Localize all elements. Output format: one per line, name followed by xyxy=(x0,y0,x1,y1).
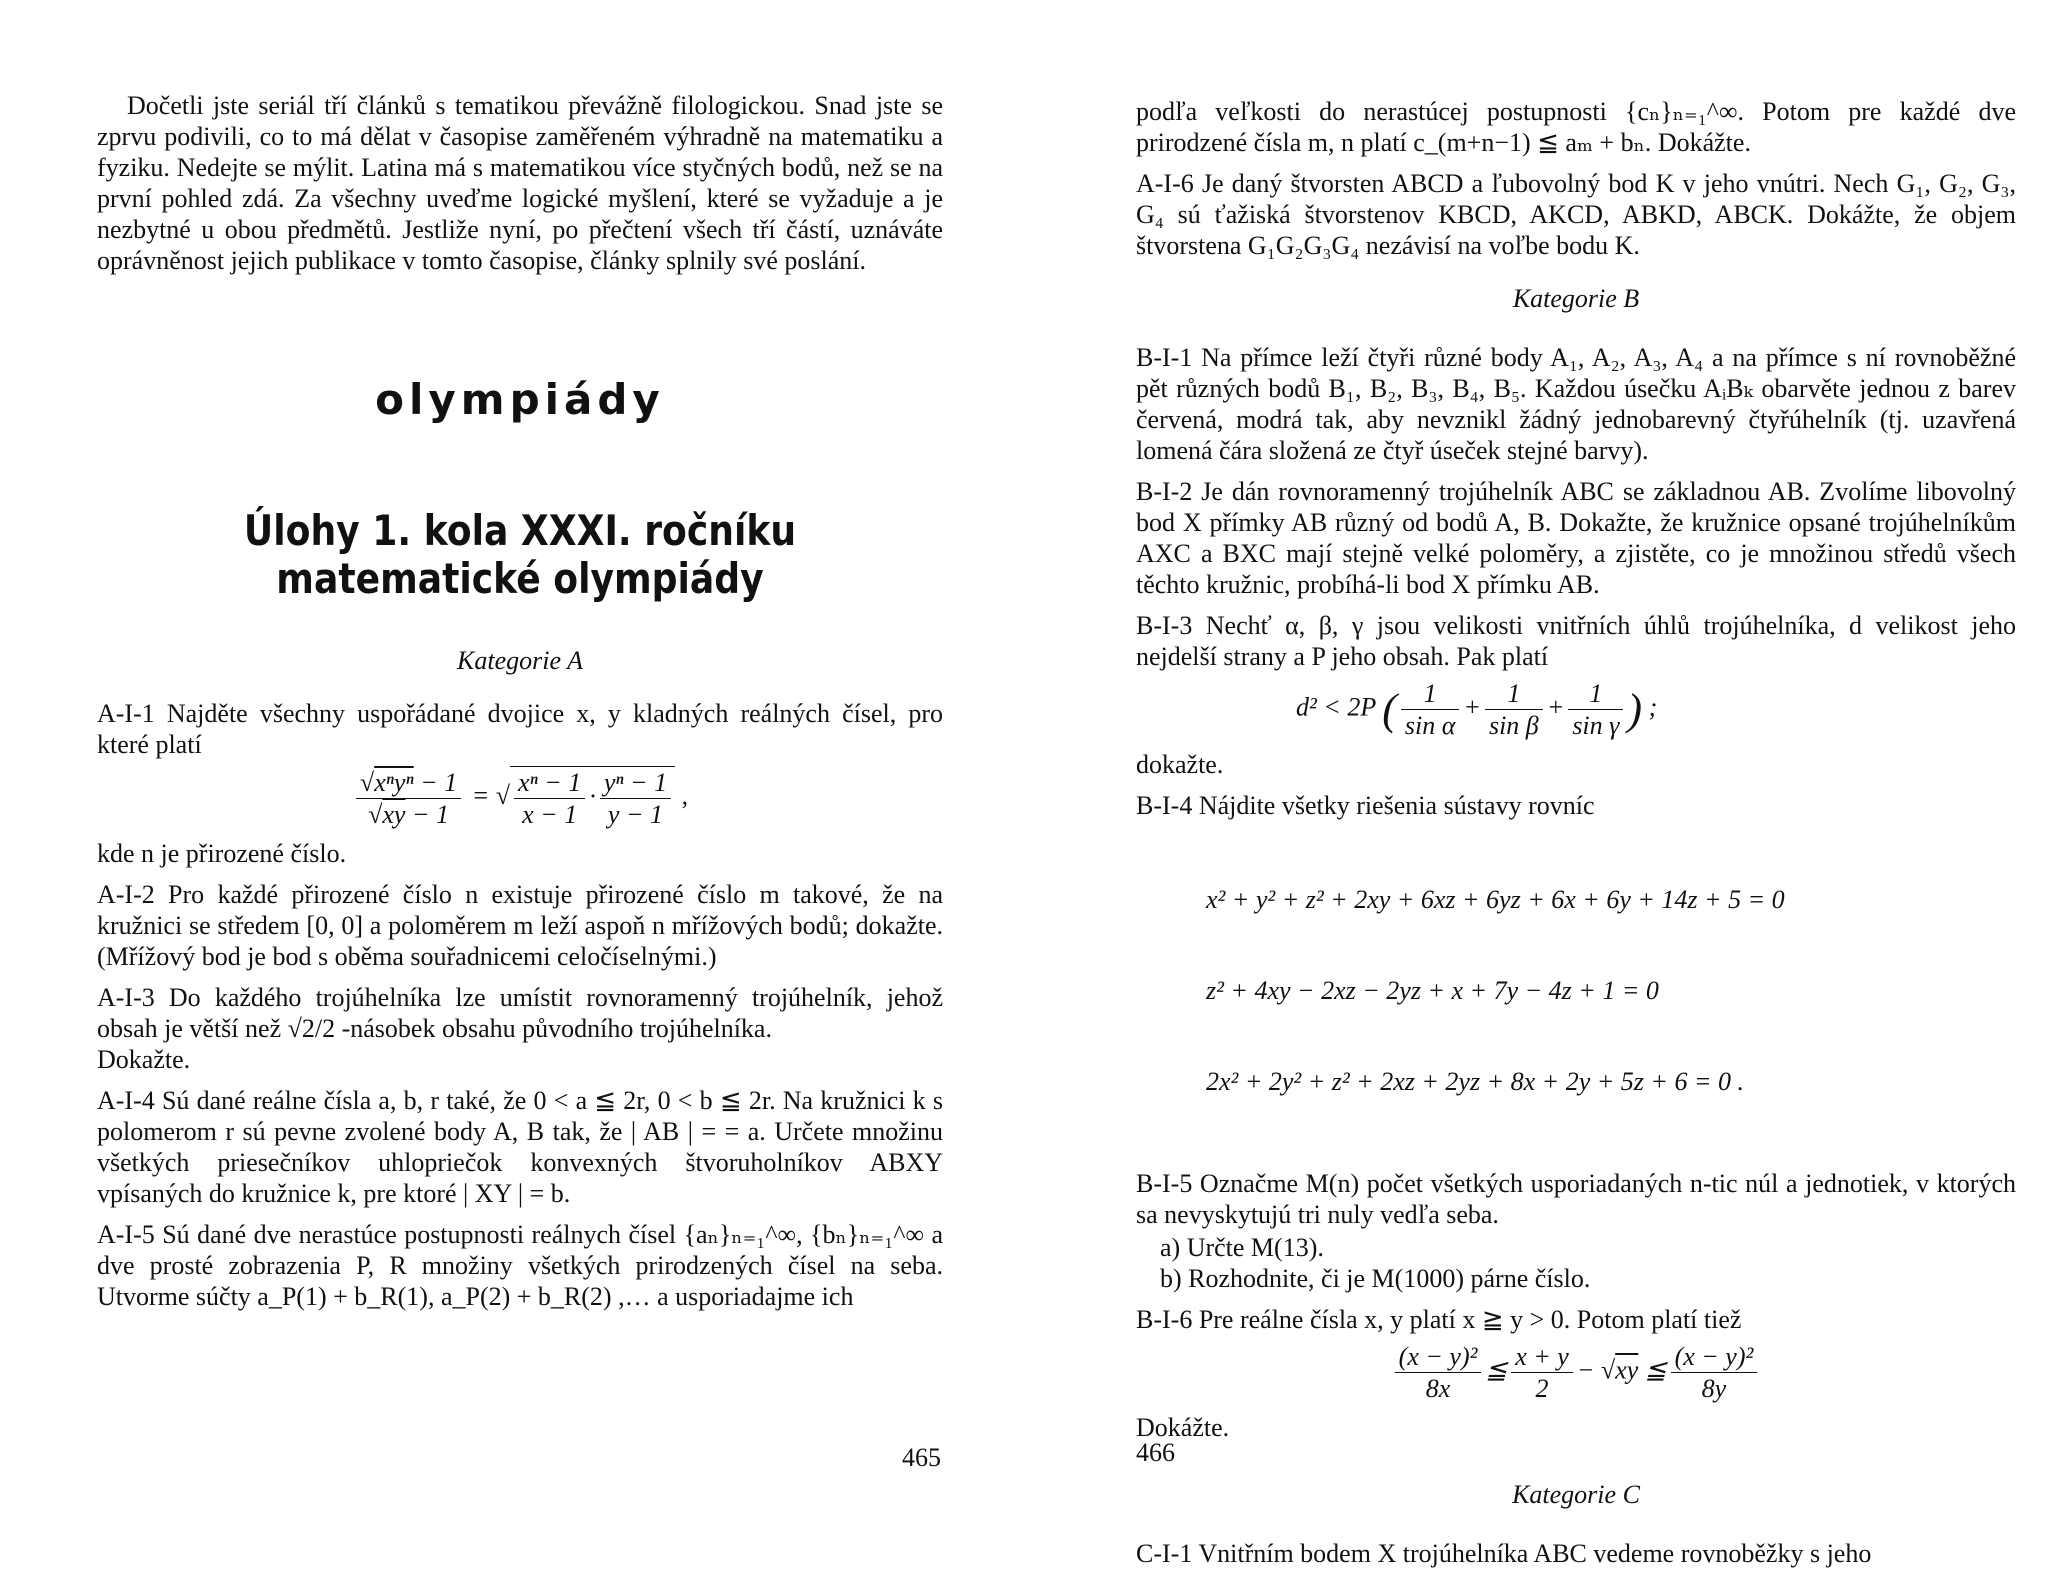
right-column xyxy=(1136,96,2016,1579)
article-title xyxy=(156,507,884,603)
problem-a1: A-I-1 Najděte všechny uspořádané dvojice x, y kladných reálných čísel, pro které platí xyxy=(97,699,943,759)
problem-a4: A-I-4 Sú dané reálne čísla a, b, r také, že 0 < a ≦ 2r, 0 < b ≦ 2r. Na kružnici k s polomerom r sú pevne zvolené body A, B tak, že | AB | = = a. Určete množinu všetkých priesečníkov uhlopriečok konvexných štvoruholníkov ABXY vpísaných do kružnice k, pre ktoré | XY | = b. xyxy=(97,1086,943,1208)
category-c-heading: Kategorie C xyxy=(1512,1480,1640,1509)
intro-paragraph: Dočetli jste seriál tří článků s tematikou převážně filologickou. Snad jste se zprvu podivili, co to má dělat v časopise zaměřeném výhradně na matematiku a fyziku. Nedejte se mýlit. Latina má s matematikou více styčných bodů, než se na první pohled zdá. Za všechny uveďme logické myšlení, které se vyžaduje a je nezbytné u obou předmětů. Jestliže nyní, po přečtení všech tří částí, uznáváte oprávněnost jejich publikace v tomto časopise, články splnily své poslání. xyxy=(97,91,943,275)
problem-b4: B-I-4 Nájdite všetky riešenia sústavy rovníc xyxy=(1136,791,1595,820)
equation-2: z² + 4xy − 2xz − 2yz + x + 7y − 4z + 1 = 0 xyxy=(1206,976,1659,1005)
equation-system xyxy=(1136,823,2016,1158)
problem-a1-tail: kde n je přirozené číslo. xyxy=(97,839,347,868)
problem-b5-b: b) Rozhodnite, či je M(1000) párne číslo. xyxy=(1160,1264,1591,1293)
article-title-line1: Úlohy 1. kola XXXI. ročníku xyxy=(243,506,797,555)
page-number-right: 466 xyxy=(1136,1438,1175,1467)
section-title: olympiády xyxy=(375,375,665,424)
equation-1: x² + y² + z² + 2xy + 6xz + 6yz + 6x + 6y + 14z + 5 = 0 xyxy=(1206,885,1785,914)
page-number-left: 465 xyxy=(902,1443,941,1472)
problem-a6: A-I-6 Je daný štvorsten ABCD a ľubovolný bod K v jeho vnútri. Nech G₁, G₂, G₃, G₄ sú ťažiská štvorstenov KBCD, AKCD, ABKD, ABCK. Dokážte, že objem štvorstena G₁G₂G₃G₄ nezávisí na voľbe bodu K. xyxy=(1136,169,2016,260)
left-column xyxy=(97,90,943,1322)
equation-3: 2x² + 2y² + z² + 2xz + 2yz + 8x + 2y + 5z + 6 = 0 . xyxy=(1206,1067,1745,1096)
article-title-line2: matematické olympiády xyxy=(276,554,764,603)
problem-b5-a: a) Určte M(13). xyxy=(1160,1233,1324,1262)
right-page xyxy=(1030,0,2060,1568)
problem-b6-tail: Dokážte. xyxy=(1136,1413,1230,1442)
problem-b5: B-I-5 Označme M(n) počet všetkých usporiadaných n-tic núl a jednotiek, v ktorých sa nevyskytujú tri nuly vedľa seba. xyxy=(1136,1169,2016,1229)
category-a-heading: Kategorie A xyxy=(457,646,583,675)
left-page xyxy=(0,0,1030,1500)
formula-b3: d² < 2P ( $\frac{1}{\text{sin α}}$ + $\frac{1}{\text{sin β}}$ + $\frac{1}{\text{sin γ}}$ ) ; xyxy=(1296,679,1658,740)
problem-c1: C-I-1 Vnitřním bodem X trojúhelníka ABC vedeme rovnoběžky s jeho xyxy=(1136,1539,1872,1568)
problem-a3-tail: Dokažte. xyxy=(97,1045,191,1074)
problem-b1: B-I-1 Na přímce leží čtyři různé body A₁, A₂, A₃, A₄ a na přímce s ní rovnoběžné pět různých bodů B₁, B₂, B₃, B₄, B₅. Každou úsečku AᵢBₖ obarvěte jednou z barev červená, modrá tak, aby nevznikl žádný jednobarevný čtyřúhelník (tj. uzavřená lomená čára složená ze čtyř úseček stejné barvy). xyxy=(1136,343,2016,465)
problem-b3-tail: dokažte. xyxy=(1136,750,1224,779)
problem-b2: B-I-2 Je dán rovnoramenný trojúhelník ABC se základnou AB. Zvolíme libovolný bod X přímky AB různý od bodů A, B. Dokažte, že kružnice opsané trojúhelníkům AXC a BXC mají stejně velké poloměry, a zjistěte, co je množinou středů všech těchto kružnic, probíhá-li bod X přímku AB. xyxy=(1136,477,2016,599)
problem-a5: A-I-5 Sú dané dve nerastúce postupnosti reálnych čísel {aₙ}ₙ₌₁^∞, {bₙ}ₙ₌₁^∞ a dve prosté zobrazenia P, R množiny všetkých prirodzených čísel na seba. Utvorme súčty a_P(1) + b_R(1), a_P(2) + b_R(2) ,… a usporiadajme ich xyxy=(97,1220,943,1311)
category-b-heading: Kategorie B xyxy=(1512,284,1640,313)
problem-a2: A-I-2 Pro každé přirozené číslo n existuje přirozené číslo m takové, že na kružnici se středem [0, 0] a poloměrem m leží aspoň n mřížových bodů; dokažte. (Mřížový bod je bod s oběma souřadnicemi celočíselnými.) xyxy=(97,880,943,971)
formula-a1: $\frac{\text{√xⁿyⁿ − 1}}{√xy - 1}$ = √ $\frac{\text{xⁿ − 1}}{x - 1}$ · $\frac{\text{yⁿ − 1}}{y - 1}$ , xyxy=(97,766,943,830)
formula-b6: $\frac{\text{(x − y)²}}{8x}$ ≦ $\frac{x + y}{2}$ − √xy ≦ $\frac{\text{(x − y)²}}{8y}$ xyxy=(1136,1341,2016,1404)
problem-b6: B-I-6 Pre reálne čísla x, y platí x ≧ y > 0. Potom platí tiež xyxy=(1136,1305,1742,1334)
problem-a3: A-I-3 Do každého trojúhelníka lze umístit rovnoramenný trojúhelník, jehož obsah je větší než √2/2 -násobek obsahu původního trojúhelníka. xyxy=(97,983,943,1043)
problem-a5-continued: podľa veľkosti do nerastúcej postupnosti {cₙ}ₙ₌₁^∞. Potom pre každé dve prirodzené čísla m, n platí c_(m+n−1) ≦ aₘ + bₙ. Dokážte. xyxy=(1136,97,2016,157)
problem-b3: B-I-3 Nechť α, β, γ jsou velikosti vnitřních úhlů trojúhelníka, d velikost jeho nejdelší strany a P jeho obsah. Pak platí xyxy=(1136,611,2016,671)
